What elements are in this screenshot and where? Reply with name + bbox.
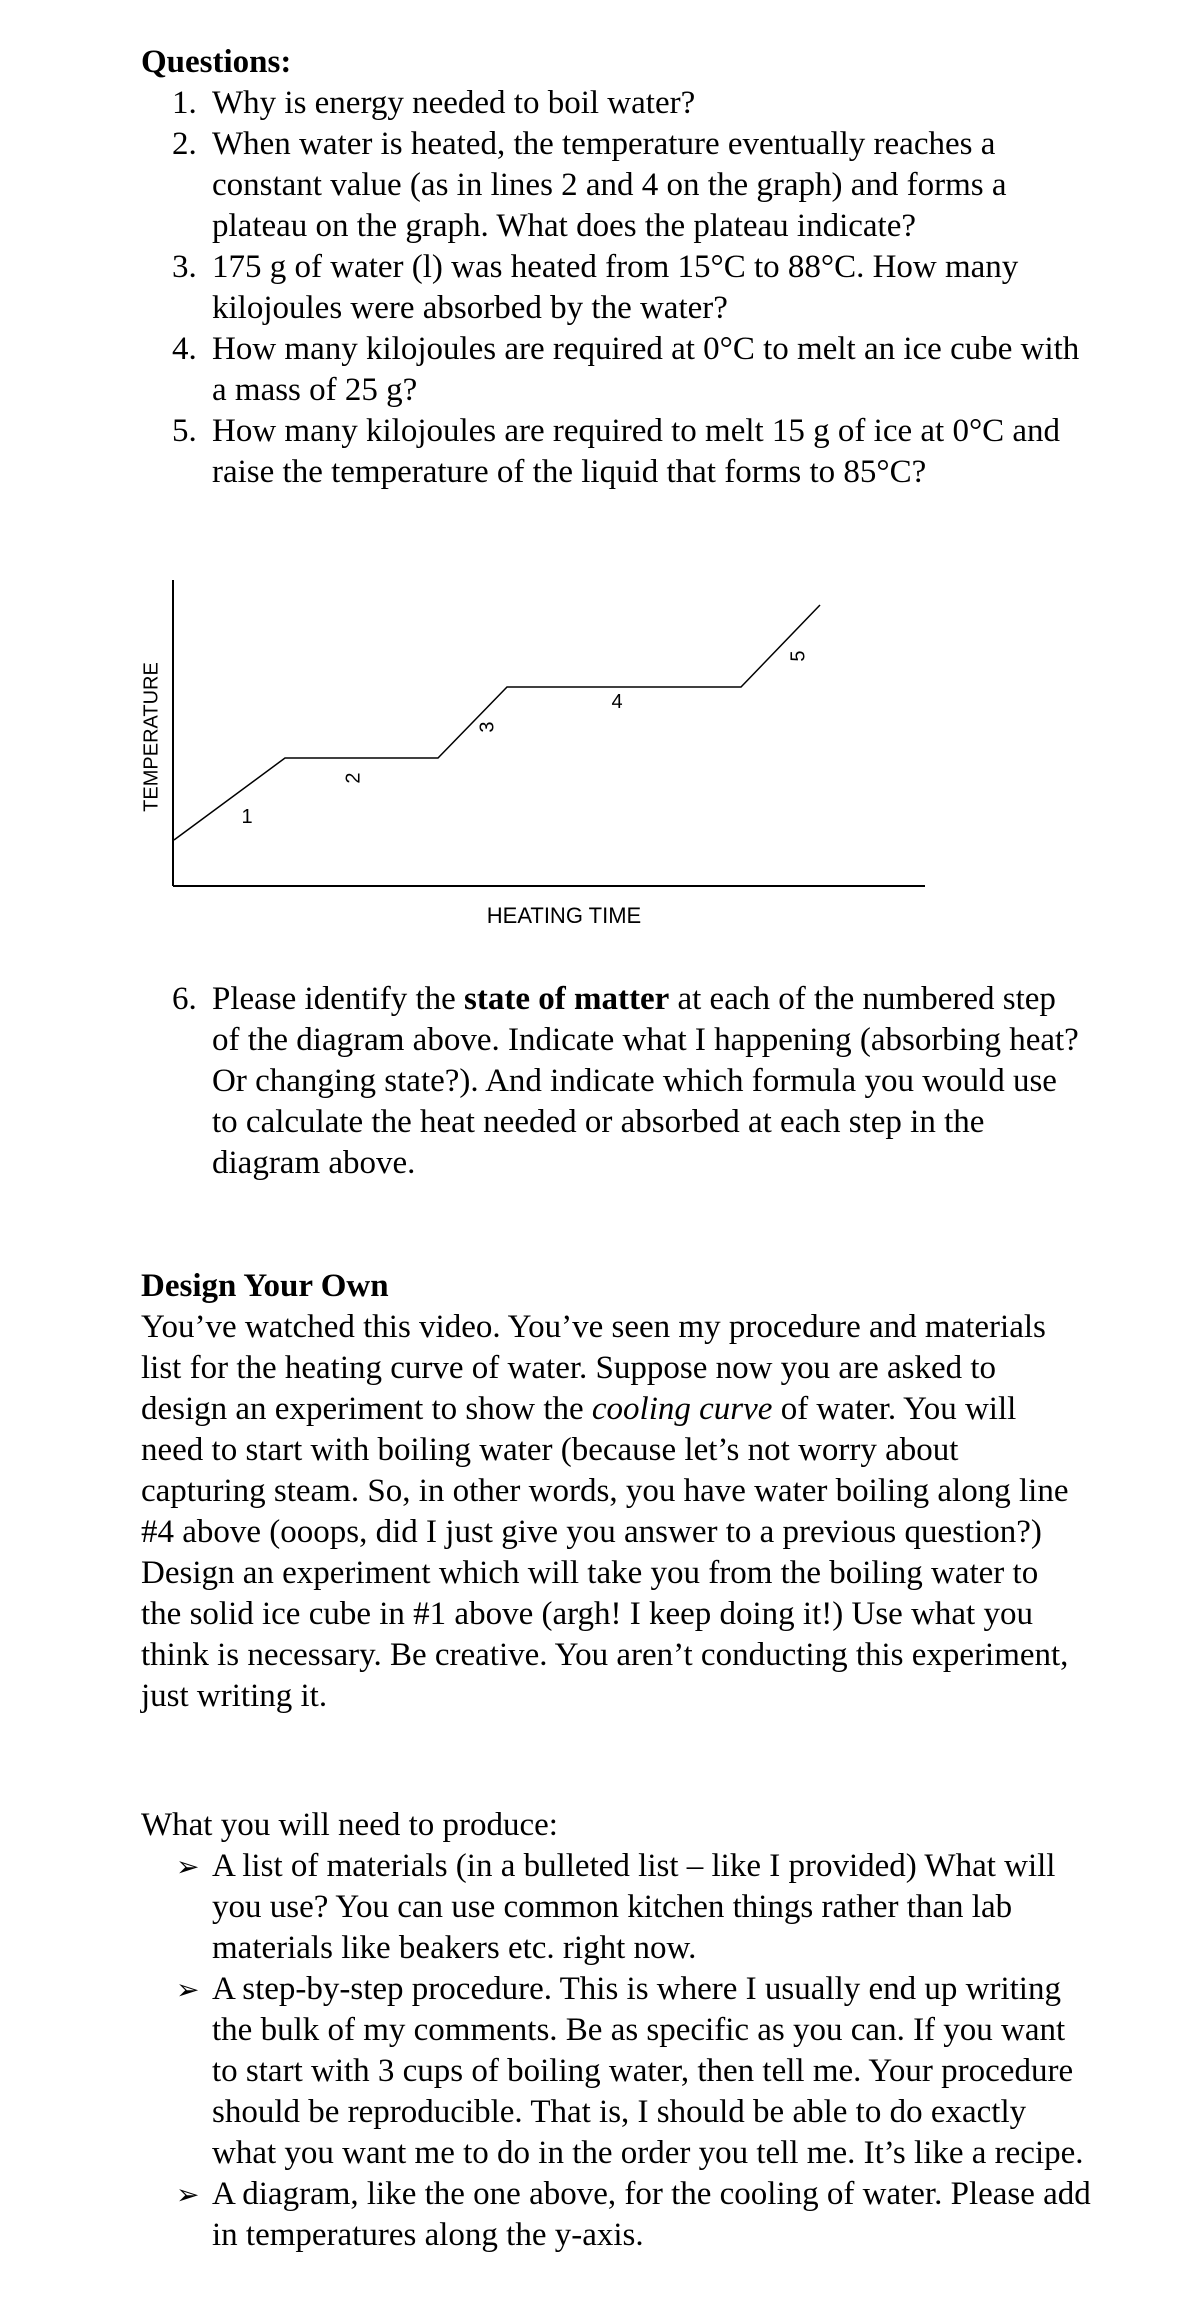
- segment-label-3: 3: [476, 721, 499, 733]
- produce-item-text: A diagram, like the one above, for the cooling of water. Please add in temperatures along the y-axis.: [212, 2176, 1091, 2253]
- arrow-bullet-icon: ➢: [176, 1973, 200, 2006]
- question-item: [141, 247, 1081, 329]
- arrow-bullet-icon: ➢: [176, 2178, 200, 2211]
- question-text: How many kilojoules are required to melt 15 g of ice at 0°C and raise the temperature of the liquid that forms to 85°C?: [212, 413, 1061, 490]
- heating-curve-diagram: [130, 565, 930, 950]
- question-item: [141, 83, 1081, 124]
- question-item: [141, 411, 1081, 493]
- design-text-post: of water. You will need to start with boiling water (because let’s not worry about capturing steam. So, in other words, you have water boiling along line #4 above (ooops, did I just give you answer to a previous question?) Design an experiment which will take you from the boiling water to the solid ice cube in #1 above (argh! I keep doing it!) Use what you think is necessary. Be creative. You aren’t conducting this experiment, just writing it.: [141, 1391, 1069, 1714]
- question-item: [141, 124, 1081, 247]
- question-text-post: at each of the numbered step of the diagram above. Indicate what I happening (absorbing heat? Or changing state?). And indicate which formula you would use to calculate the heat needed or absorbed at each step in the diagram above.: [212, 981, 1079, 1181]
- design-heading: Design Your Own: [141, 1268, 389, 1304]
- question-number: 1.: [172, 85, 197, 121]
- x-axis-label: HEATING TIME: [486, 903, 642, 928]
- question-number: 5.: [172, 413, 197, 449]
- produce-item-text: A list of materials (in a bulleted list – like I provided) What will you use? You can use common kitchen things rather than lab materials like beakers etc. right now.: [212, 1848, 1056, 1966]
- produce-item: [141, 1846, 1091, 1969]
- produce-item-text: A step-by-step procedure. This is where I usually end up writing the bulk of my comments. Be as specific as you can. If you want to start with 3 cups of boiling water, then tell me. Your procedure should be reproducible. That is, I should be able to do exactly what you want me to do in the order you tell me. It’s like a recipe.: [212, 1971, 1084, 2171]
- question-text: Why is energy needed to boil water?: [212, 85, 696, 121]
- segment-label-5: 5: [787, 650, 810, 662]
- question-item: [141, 329, 1081, 411]
- question-number: 3.: [172, 249, 197, 285]
- question-text: How many kilojoules are required at 0°C to melt an ice cube with a mass of 25 g?: [212, 331, 1080, 408]
- question-number: 6.: [172, 981, 197, 1017]
- produce-list: [141, 1846, 1091, 2256]
- question-item: [141, 979, 1081, 1184]
- question-text: 175 g of water (l) was heated from 15°C to 88°C. How many kilojoules were absorbed by the water?: [212, 249, 1019, 326]
- produce-item: [141, 1969, 1091, 2174]
- question-number: 2.: [172, 126, 197, 162]
- questions-heading: Questions:: [141, 44, 292, 80]
- produce-intro: What you will need to produce:: [141, 1807, 558, 1843]
- produce-item: [141, 2174, 1091, 2256]
- question-text-pre: Please identify the: [212, 981, 465, 1017]
- design-paragraph: [141, 1307, 1071, 1717]
- segment-label-4: 4: [611, 691, 623, 713]
- question-6-list: [141, 979, 1081, 1184]
- segment-label-2: 2: [342, 772, 365, 784]
- arrow-bullet-icon: ➢: [176, 1850, 200, 1883]
- question-number: 4.: [172, 331, 197, 367]
- question-text: When water is heated, the temperature eventually reaches a constant value (as in lines 2 and 4 on the graph) and forms a plateau on the graph. What does the plateau indicate?: [212, 126, 1007, 244]
- state-of-matter-emphasis: state of matter: [464, 981, 670, 1017]
- segment-label-1: 1: [241, 806, 253, 828]
- design-text-pre: You’ve watched this video. You’ve seen my procedure and materials list for the heating curve of water. Suppose now you are asked to design an experiment to show the: [141, 1309, 1046, 1427]
- y-axis-label: TEMPERATURE: [140, 662, 163, 812]
- questions-list: [141, 83, 1081, 493]
- cooling-curve-emphasis: cooling curve: [591, 1391, 773, 1427]
